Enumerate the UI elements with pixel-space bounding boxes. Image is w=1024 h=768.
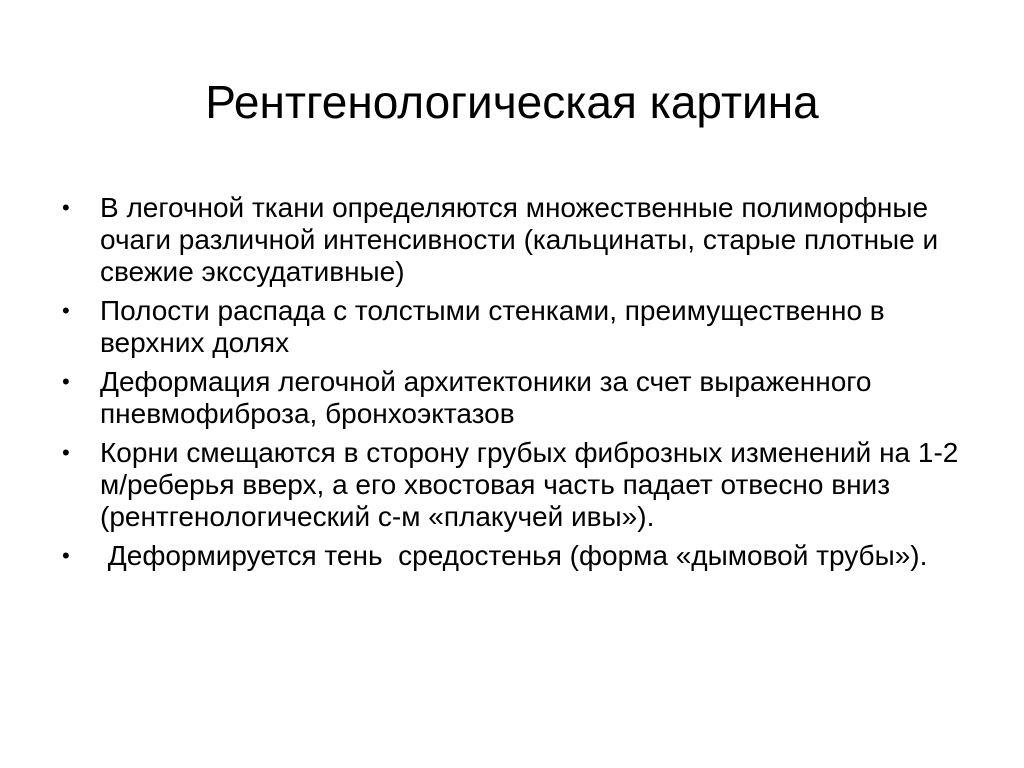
bullet-list <box>60 192 980 579</box>
bullet-dot-icon: • <box>62 195 70 220</box>
bullet-dot-icon: • <box>62 369 70 394</box>
bullet-dot-icon: • <box>62 543 70 568</box>
bullet-text: Деформируется тень средостенья (форма «дымовой трубы»). <box>100 540 928 571</box>
bullet-text: Корни смещаются в сторону грубых фиброзных изменений на 1-2 м/реберья вверх, а его хвостовая часть падает отвесно вниз (рентгенологический с-м «плакучей ивы»). <box>100 437 959 532</box>
bullet-item <box>60 295 980 359</box>
bullet-item <box>60 437 980 533</box>
bullet-item <box>60 366 980 430</box>
bullet-item <box>60 192 980 288</box>
bullet-dot-icon: • <box>62 298 70 323</box>
bullet-text: Деформация легочной архитектоники за счет выраженного пневмофиброза, бронхоэктазов <box>100 366 872 429</box>
bullet-text: В легочной ткани определяются множественные полиморфные очаги различной интенсивности (кальцинаты, старые плотные и свежие экссудативные) <box>100 192 939 287</box>
bullet-item <box>60 540 980 572</box>
bullet-dot-icon: • <box>62 440 70 465</box>
slide-title: Рентгенологическая картина <box>205 76 819 128</box>
bullet-text: Полости распада с толстыми стенками, преимущественно в верхних долях <box>100 295 885 358</box>
